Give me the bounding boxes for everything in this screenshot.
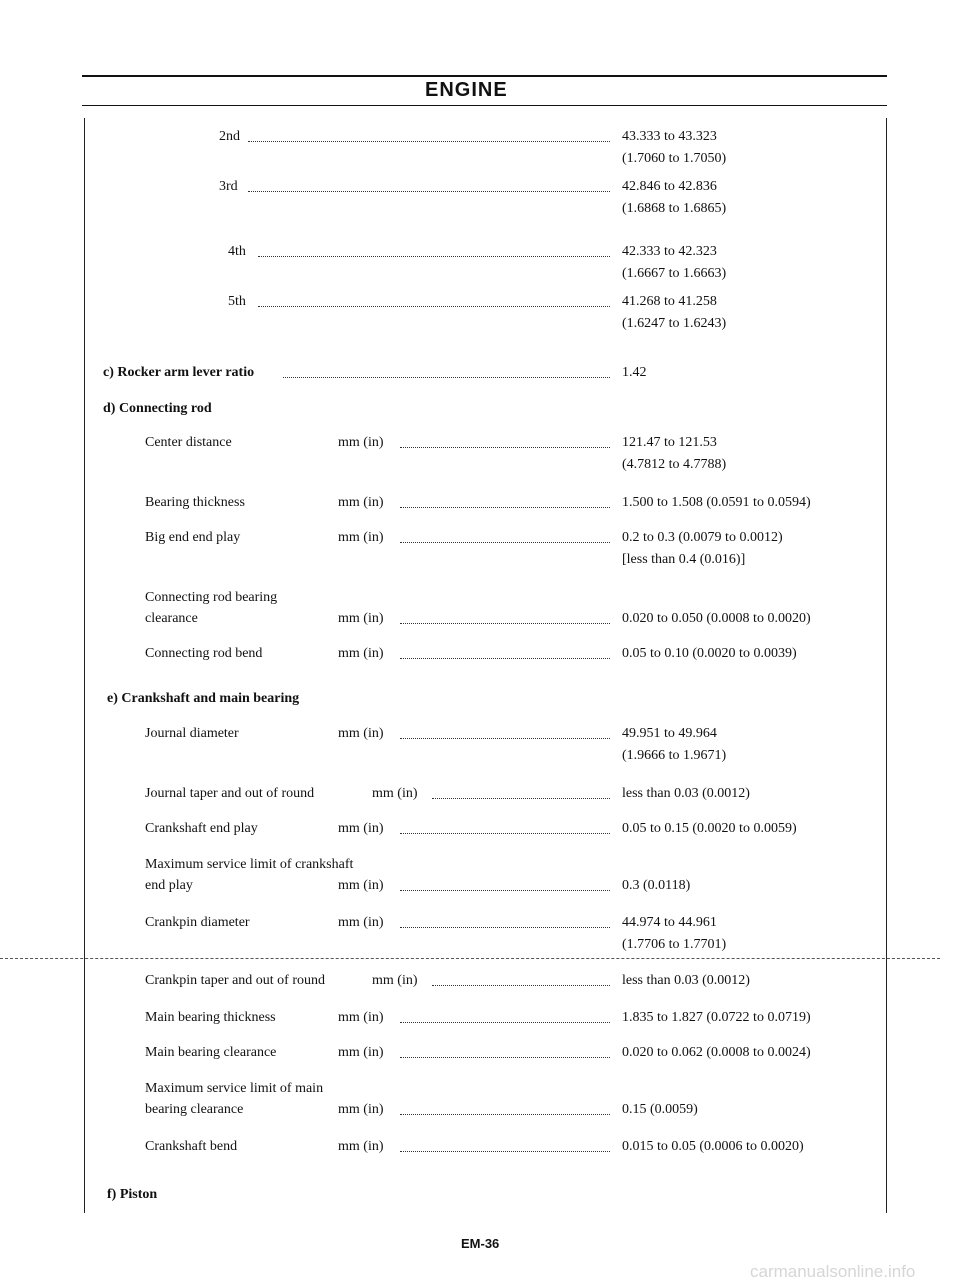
crankshaft-end-play-value: 0.05 to 0.15 (0.0020 to 0.0059) — [622, 821, 797, 836]
leader-dots — [400, 738, 610, 739]
journal-taper-unit: mm (in) — [372, 786, 418, 801]
rod-bend-value: 0.05 to 0.10 (0.0020 to 0.0039) — [622, 646, 797, 661]
crankpin-diameter-value: 44.974 to 44.961 — [622, 915, 717, 930]
center-distance-unit: mm (in) — [338, 435, 384, 450]
right-margin-rule — [886, 118, 887, 1213]
big-end-play-unit: mm (in) — [338, 530, 384, 545]
gear-3rd-value-in: (1.6868 to 1.6865) — [622, 201, 727, 216]
big-end-play-value: 0.2 to 0.3 (0.0079 to 0.0012) — [622, 530, 783, 545]
connecting-rod-heading: d) Connecting rod — [103, 401, 212, 416]
left-margin-rule — [84, 118, 85, 1213]
header-rule-top — [82, 75, 887, 77]
gear-5th-value-in: (1.6247 to 1.6243) — [622, 316, 727, 331]
leader-dots — [400, 623, 610, 624]
main-bearing-clearance-unit: mm (in) — [338, 1045, 384, 1060]
max-end-play-label: Maximum service limit of crankshaft — [145, 857, 354, 872]
bearing-thickness-value: 1.500 to 1.508 (0.0591 to 0.0594) — [622, 495, 811, 510]
crankpin-taper-value: less than 0.03 (0.0012) — [622, 973, 750, 988]
leader-dots — [258, 256, 610, 257]
gear-2nd-value-in: (1.7060 to 1.7050) — [622, 151, 727, 166]
journal-diameter-value-in: (1.9666 to 1.9671) — [622, 748, 727, 763]
gear-3rd-value: 42.846 to 42.836 — [622, 179, 717, 194]
gear-3rd-label: 3rd — [219, 179, 238, 194]
max-end-play-value: 0.3 (0.0118) — [622, 878, 691, 893]
crankshaft-end-play-label: Crankshaft end play — [145, 821, 258, 836]
rod-bearing-clearance-label-2: clearance — [145, 611, 198, 626]
rod-bearing-clearance-unit: mm (in) — [338, 611, 384, 626]
gear-4th-value-in: (1.6667 to 1.6663) — [622, 266, 727, 281]
gear-5th-label: 5th — [228, 294, 246, 309]
main-bearing-thickness-value: 1.835 to 1.827 (0.0722 to 0.0719) — [622, 1010, 811, 1025]
big-end-play-limit: [less than 0.4 (0.016)] — [622, 552, 746, 567]
max-bearing-clearance-label: Maximum service limit of main — [145, 1081, 324, 1096]
leader-dots — [400, 1022, 610, 1023]
leader-dots — [400, 1114, 610, 1115]
big-end-play-label: Big end end play — [145, 530, 241, 545]
crankshaft-heading: e) Crankshaft and main bearing — [107, 691, 300, 706]
crankshaft-end-play-unit: mm (in) — [338, 821, 384, 836]
journal-diameter-value: 49.951 to 49.964 — [622, 726, 717, 741]
leader-dots — [258, 306, 610, 307]
rod-bend-label: Connecting rod bend — [145, 646, 263, 661]
rod-bearing-clearance-value: 0.020 to 0.050 (0.0008 to 0.0020) — [622, 611, 811, 626]
max-bearing-clearance-label-2: bearing clearance — [145, 1102, 244, 1117]
dashed-separator — [0, 958, 940, 959]
leader-dots — [400, 658, 610, 659]
center-distance-value: 121.47 to 121.53 — [622, 435, 717, 450]
main-bearing-clearance-label: Main bearing clearance — [145, 1045, 277, 1060]
center-distance-value-in: (4.7812 to 4.7788) — [622, 457, 727, 472]
leader-dots — [400, 447, 610, 448]
rod-bend-unit: mm (in) — [338, 646, 384, 661]
crankpin-taper-unit: mm (in) — [372, 973, 418, 988]
journal-diameter-unit: mm (in) — [338, 726, 384, 741]
page-number: EM-36 — [461, 1236, 500, 1251]
crankshaft-bend-value: 0.015 to 0.05 (0.0006 to 0.0020) — [622, 1139, 804, 1154]
header-rule-bottom — [82, 105, 887, 106]
leader-dots — [283, 377, 610, 378]
crankpin-diameter-unit: mm (in) — [338, 915, 384, 930]
leader-dots — [400, 507, 610, 508]
crankpin-diameter-label: Crankpin diameter — [145, 915, 250, 930]
page-title: ENGINE — [425, 79, 508, 101]
journal-taper-value: less than 0.03 (0.0012) — [622, 786, 750, 801]
center-distance-label: Center distance — [145, 435, 232, 450]
leader-dots — [248, 141, 610, 142]
watermark: carmanualsonline.info — [750, 1262, 916, 1281]
crankshaft-bend-unit: mm (in) — [338, 1139, 384, 1154]
gear-2nd-value: 43.333 to 43.323 — [622, 129, 717, 144]
leader-dots — [400, 927, 610, 928]
leader-dots — [400, 890, 610, 891]
crankshaft-bend-label: Crankshaft bend — [145, 1139, 238, 1154]
leader-dots — [400, 833, 610, 834]
journal-taper-label: Journal taper and out of round — [145, 786, 315, 801]
gear-4th-value: 42.333 to 42.323 — [622, 244, 717, 259]
leader-dots — [432, 985, 610, 986]
piston-heading: f) Piston — [107, 1187, 158, 1202]
main-bearing-thickness-unit: mm (in) — [338, 1010, 384, 1025]
gear-5th-value: 41.268 to 41.258 — [622, 294, 717, 309]
max-end-play-label-2: end play — [145, 878, 193, 893]
rod-bearing-clearance-label: Connecting rod bearing — [145, 590, 278, 605]
max-bearing-clearance-unit: mm (in) — [338, 1102, 384, 1117]
crankpin-taper-label: Crankpin taper and out of round — [145, 973, 326, 988]
leader-dots — [248, 191, 610, 192]
main-bearing-thickness-label: Main bearing thickness — [145, 1010, 276, 1025]
main-bearing-clearance-value: 0.020 to 0.062 (0.0008 to 0.0024) — [622, 1045, 811, 1060]
max-end-play-unit: mm (in) — [338, 878, 384, 893]
gear-4th-label: 4th — [228, 244, 246, 259]
leader-dots — [432, 798, 610, 799]
rocker-arm-value: 1.42 — [622, 365, 647, 380]
max-bearing-clearance-value: 0.15 (0.0059) — [622, 1102, 698, 1117]
bearing-thickness-unit: mm (in) — [338, 495, 384, 510]
leader-dots — [400, 1057, 610, 1058]
rocker-arm-heading: c) Rocker arm lever ratio — [103, 365, 255, 380]
bearing-thickness-label: Bearing thickness — [145, 495, 245, 510]
crankpin-diameter-value-in: (1.7706 to 1.7701) — [622, 937, 727, 952]
leader-dots — [400, 542, 610, 543]
journal-diameter-label: Journal diameter — [145, 726, 239, 741]
gear-2nd-label: 2nd — [219, 129, 240, 144]
leader-dots — [400, 1151, 610, 1152]
